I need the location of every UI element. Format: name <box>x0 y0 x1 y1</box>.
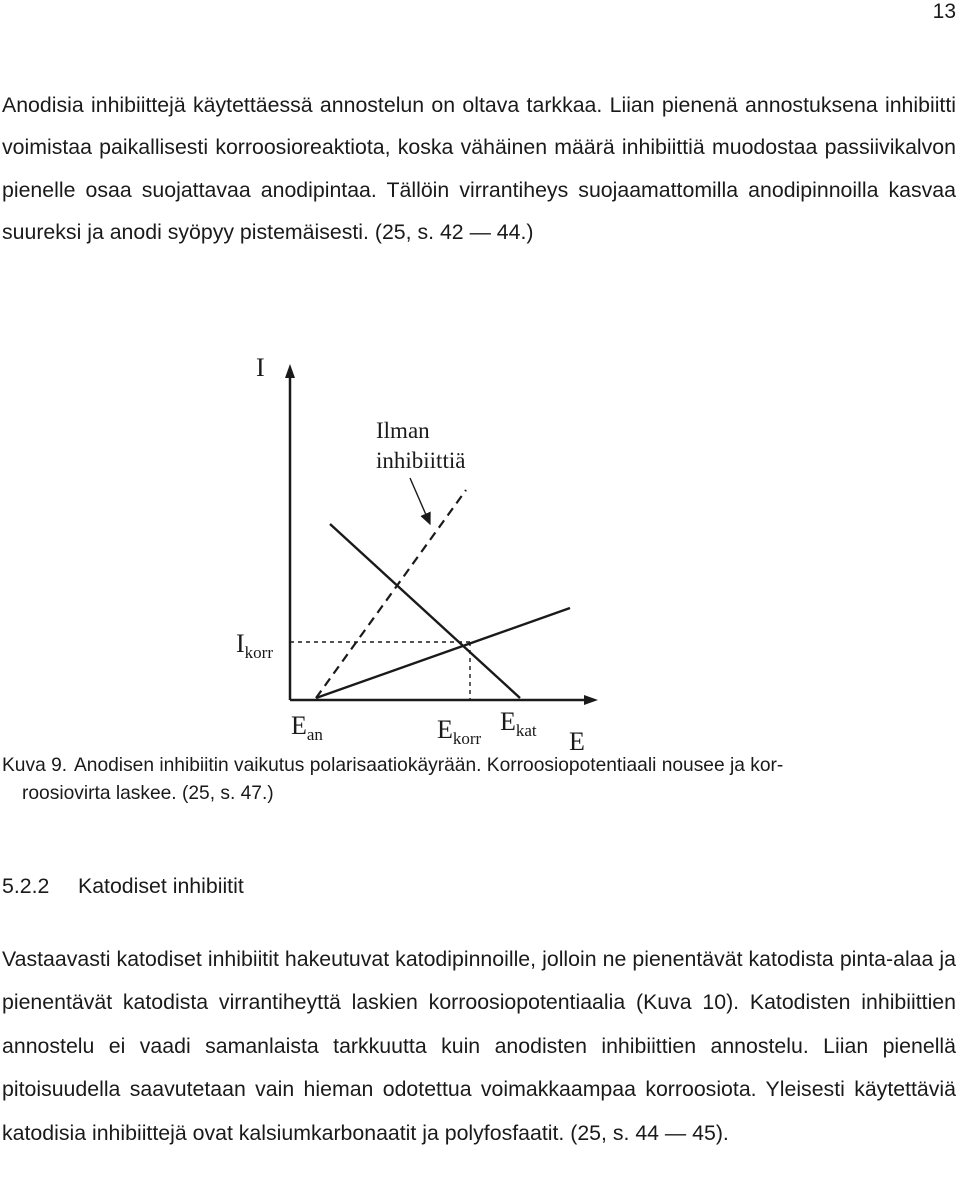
e-korr-label <box>437 715 482 748</box>
i-korr-label <box>236 629 273 662</box>
anodic-curve-uninhibited <box>316 490 466 698</box>
x-axis-arrow-icon <box>584 695 598 705</box>
annotation-label-line1: Ilman <box>376 418 430 443</box>
x-axis-label: E <box>569 727 585 756</box>
y-axis-arrow-icon <box>285 364 295 378</box>
caption-line2: roosiovirta laskee. (25, s. 47.) <box>22 783 274 804</box>
polarization-diagram <box>0 340 960 760</box>
e-an-label-main: E <box>291 711 307 740</box>
e-korr-label-main: E <box>437 715 453 744</box>
anodic-curve-inhibited <box>316 608 570 698</box>
paragraph-anodic-inhibitors: Anodisia inhibiittejä käytettäessä annostelun on oltava tarkkaa. Liian pienenä annostuksena inhibiitti voimistaa paikallisesti korroosioreaktiota, koska vähäinen määrä inhibiittiä muodostaa passiivikalvon pienelle osaa suojattavaa anodipintaa. Tällöin virrantiheys suojaamattomilla anodipinnoilla kasvaa suureksi ja anodi syöpyy pistemäisesti. (25, s. 42 — 44.) <box>2 93 956 245</box>
page-number: 13 <box>932 0 956 23</box>
i-korr-label-sub: korr <box>244 643 273 662</box>
annotation-label-line2: inhibiittiä <box>376 448 466 473</box>
i-korr-label-main: I <box>236 629 245 658</box>
e-an-label <box>291 711 323 744</box>
cathodic-curve <box>330 524 520 698</box>
caption-number: Kuva 9. <box>2 755 68 776</box>
section-number: 5.2.2 <box>2 874 50 898</box>
y-axis-label: I <box>256 353 265 382</box>
e-kat-label-main: E <box>500 707 516 736</box>
paragraph-cathodic-inhibitors: Vastaavasti katodiset inhibiitit hakeutuvat katodipinnoille, jolloin ne pienentävät katodista pinta-alaa ja pienentävät katodista virrantiheyttä laskien korroosiopotentiaalia (Kuva 10). Katodisten inhibiittien annostelu ei vaadi samanlaista tarkkuutta kuin anodisten inhibiittien annostelu. Liian pienellä pitoisuudella saavutetaan vain hieman odotettua voimakkaampaa korroosiota. Yleisesti käytettäviä katodisia inhibiittejä ovat kalsiumkarbonaatit ja polyfosfaatit. (25, s. 44 — 45). <box>2 947 956 1145</box>
annotation-arrow <box>410 478 430 524</box>
e-an-label-sub: an <box>306 725 323 744</box>
e-korr-label-sub: korr <box>452 729 482 748</box>
e-kat-label-sub: kat <box>515 721 537 740</box>
section-heading <box>2 872 244 900</box>
e-kat-label <box>500 707 537 740</box>
figure-caption <box>2 752 956 808</box>
section-title: Katodiset inhibiitit <box>78 874 244 898</box>
caption-line1: Anodisen inhibiitin vaikutus polarisaatiokäyrään. Korroosiopotentiaali nousee ja kor- <box>74 755 784 776</box>
